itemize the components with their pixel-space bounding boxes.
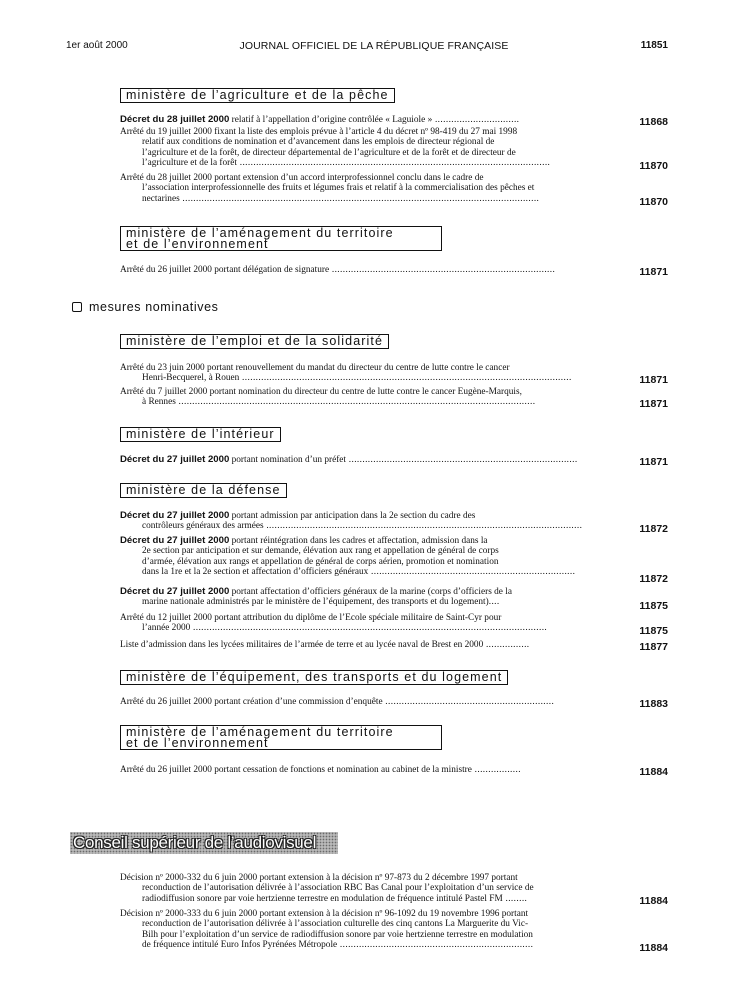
entry-text: dans la 1re et la 2e section et affectation d’officiers généraux <box>142 566 369 577</box>
page-ref[interactable]: 11877 <box>639 641 668 653</box>
entry-text: Décision nº 2000-332 du 6 juin 2000 portant extension à la décision nº 97-873 du 2 décembre 1997 portant <box>120 873 518 883</box>
leader-dots: .................................................................................................................... <box>263 521 583 532</box>
leader-dots: .................................................................................. <box>329 265 556 275</box>
entry-text: Arrêté du 26 juillet 2000 portant cessation de fonctions et nomination au cabinet de la ministre <box>120 765 472 775</box>
section-heading-emploi: ministère de l’emploi et de la solidarité <box>120 334 389 349</box>
leader-dots: .................................................................................... <box>346 455 578 465</box>
entry-text: nectarines <box>142 193 180 204</box>
entry-text: l’année 2000 <box>142 623 191 634</box>
page-ref[interactable]: 11875 <box>639 625 668 637</box>
checkbox-square-icon <box>72 302 82 312</box>
page-ref[interactable]: 11883 <box>639 698 668 710</box>
entry-amen-1[interactable] <box>120 265 618 275</box>
entry-text: radiodiffusion sonore par voie hertzienne terrestre en modulation de fréquence intitulé Pastel FM <box>142 893 503 904</box>
entry-text: relatif aux conditions de nomination et d’avancement dans les emplois de directeur régional de <box>142 137 495 148</box>
entry-text: portant réintégration dans les cadres et affectation, admission dans la <box>229 536 488 546</box>
section-mesures-nominatives <box>72 300 219 314</box>
entry-defense-5[interactable] <box>120 640 618 650</box>
entry-amen-2[interactable] <box>120 765 618 775</box>
entry-text: Arrêté du 28 juillet 2000 portant extension d’un accord interprofessionnel conclu dans le cadre de <box>120 173 484 183</box>
page-ref[interactable]: 11884 <box>639 942 668 954</box>
entry-text: marine nationale administrés par le ministère de l’équipement, des transports et du logement) <box>142 597 489 608</box>
entry-text: relatif à l’appellation d’origine contrôlée « Laguiole » <box>229 115 433 125</box>
entry-text: reconduction de l’autorisation délivrée à l’association RBC Bas Canal pour l’exploitation d’un service de <box>142 883 534 894</box>
entry-bold: Décret du 27 juillet 2000 <box>120 510 230 521</box>
entry-text: Arrêté du 23 juin 2000 portant renouvellement du mandat du directeur du centre de lutte contre le cancer <box>120 363 510 373</box>
section-heading-equipement: ministère de l’équipement, des transports et du logement <box>120 670 508 685</box>
page-ref[interactable]: 11871 <box>639 398 668 410</box>
entry-text: Arrêté du 7 juillet 2000 portant nomination du directeur du centre de lutte contre le cancer Eugène-Marquis, <box>120 387 522 397</box>
entry-text: Décision nº 2000-333 du 6 juin 2000 portant extension à la décision nº 96-1092 du 19 novembre 1996 portant <box>120 909 529 919</box>
header-date: 1er août 2000 <box>66 40 128 51</box>
page-ref[interactable]: 11870 <box>639 160 668 172</box>
entry-emploi-2[interactable] <box>120 387 618 408</box>
entry-bold: Décret du 28 juillet 2000 <box>120 114 230 125</box>
entry-text: 2e section par anticipation et sur demande, élévation aux rang et appellation de général de corps <box>142 546 499 557</box>
entry-defense-3[interactable] <box>120 587 618 608</box>
entry-defense-4[interactable] <box>120 613 618 634</box>
heading-line: ministère de l’aménagement du territoire <box>126 226 394 240</box>
heading-line: et de l’environnement <box>126 736 269 750</box>
leader-dots: .................................................................................................................................. <box>190 623 548 634</box>
leader-dots: .................................................................................................................. <box>237 157 551 168</box>
entry-text: reconduction de l’autorisation délivrée à l’association culturelle des cinq cantons La Marguerite du Vic- <box>142 919 529 930</box>
entry-defense-2[interactable] <box>120 536 618 577</box>
page-ref[interactable]: 11872 <box>639 573 668 585</box>
header-title: JOURNAL OFFICIEL DE LA RÉPUBLIQUE FRANÇAISE <box>239 40 509 52</box>
entry-agri-3[interactable] <box>120 173 618 204</box>
leader-dots: ....................................................................... <box>337 939 534 950</box>
leader-dots: ................................................................................................................................... <box>179 193 540 204</box>
section-heading-interieur: ministère de l’intérieur <box>120 427 281 442</box>
page-ref[interactable]: 11872 <box>639 523 668 535</box>
entry-csa-1[interactable] <box>120 873 618 904</box>
entry-bold: Décret du 27 juillet 2000 <box>120 535 230 546</box>
entry-text: contrôleurs généraux des armées <box>142 521 264 532</box>
heading-line: et de l’environnement <box>126 237 269 251</box>
entry-text: Liste d’admission dans les lycées militaires de l’armée de terre et au lycée naval de Brest en 2000 <box>120 640 484 650</box>
entry-text: Henri-Becquerel, à Rouen <box>142 373 240 384</box>
leader-dots: .............................................................. <box>382 697 555 707</box>
entry-bold: Décret du 27 juillet 2000 <box>120 454 230 465</box>
entry-text: Arrêté du 26 juillet 2000 portant création d’une commission d’enquête <box>120 697 383 707</box>
entry-text: Arrêté du 19 juillet 2000 fixant la liste des emplois prévue à l’article 4 du décret nº 98-419 du 27 mai 1998 <box>120 127 518 137</box>
heading-line: ministère de l’aménagement du territoire <box>126 725 394 739</box>
entry-text: de fréquence intitulé Euro Infos Pyrénées Métropole <box>142 939 338 950</box>
entry-equip-1[interactable] <box>120 697 618 707</box>
leader-dots: ................. <box>471 765 521 775</box>
leader-dots: ............................... <box>432 115 520 125</box>
page-ref[interactable]: 11884 <box>639 766 668 778</box>
entry-agri-1[interactable] <box>120 115 618 125</box>
entry-bold: Décret du 27 juillet 2000 <box>120 586 230 597</box>
entry-text: l’agriculture et de la forêt, de directeur départemental de l’agriculture et de la forêt et de directeur de <box>142 147 516 158</box>
entry-interieur-1[interactable] <box>120 455 618 465</box>
leader-dots: ......................................................................................................................... <box>239 373 572 384</box>
page-ref[interactable]: 11884 <box>639 895 668 907</box>
entry-agri-2[interactable] <box>120 127 618 168</box>
page-ref[interactable]: 11871 <box>639 266 668 278</box>
leader-dots: ................................................................................................................................... <box>175 397 536 408</box>
leader-dots: ........................................................................... <box>368 566 576 577</box>
section-heading-defense: ministère de la défense <box>120 483 287 498</box>
entry-defense-1[interactable] <box>120 511 618 532</box>
section-title: mesures nominatives <box>89 300 219 314</box>
page-ref[interactable]: 11871 <box>639 456 668 468</box>
entry-text: Bilh pour l’exploitation d’un service de radiodiffusion sonore par voie hertzienne terrestre en modulation <box>142 929 533 940</box>
entry-text: à Rennes <box>142 397 176 408</box>
leader-dots: .... <box>488 597 500 608</box>
entry-text: Arrêté du 12 juillet 2000 portant attribution du diplôme de l’Ecole spéciale militaire de Saint-Cyr pour <box>120 613 502 623</box>
page-ref[interactable]: 11868 <box>639 116 668 128</box>
entry-text: portant admission par anticipation dans la 2e section du cadre des <box>229 511 476 521</box>
entry-text: portant nomination d’un préfet <box>229 455 347 465</box>
entry-text: l’association interprofessionnelle des fruits et légumes frais et relatif à la commercialisation des pêches et <box>142 183 535 194</box>
section-heading-csa: Conseil supérieur de l’audiovisuel <box>70 832 338 854</box>
entry-csa-2[interactable] <box>120 909 618 950</box>
header-page-number: 11851 <box>640 40 668 51</box>
entry-text: d’armée, élévation aux rangs et appellation de général de corps aérien, promotion et nomination <box>142 556 499 567</box>
entry-text: Arrêté du 26 juillet 2000 portant délégation de signature <box>120 265 330 275</box>
section-heading-amenagement-2 <box>120 725 442 750</box>
entry-text: l’agriculture et de la forêt <box>142 157 237 168</box>
page-ref[interactable]: 11875 <box>639 600 668 612</box>
entry-text: portant affectation d’officiers généraux de la marine (corps d’officiers de la <box>229 587 512 597</box>
leader-dots: ........ <box>502 893 528 904</box>
section-heading-agriculture: ministère de l’agriculture et de la pêche <box>120 88 395 103</box>
section-heading-amenagement <box>120 226 442 251</box>
page-ref[interactable]: 11870 <box>639 196 668 208</box>
page-ref[interactable]: 11871 <box>639 374 668 386</box>
leader-dots: ................ <box>483 640 530 650</box>
entry-emploi-1[interactable] <box>120 363 618 384</box>
